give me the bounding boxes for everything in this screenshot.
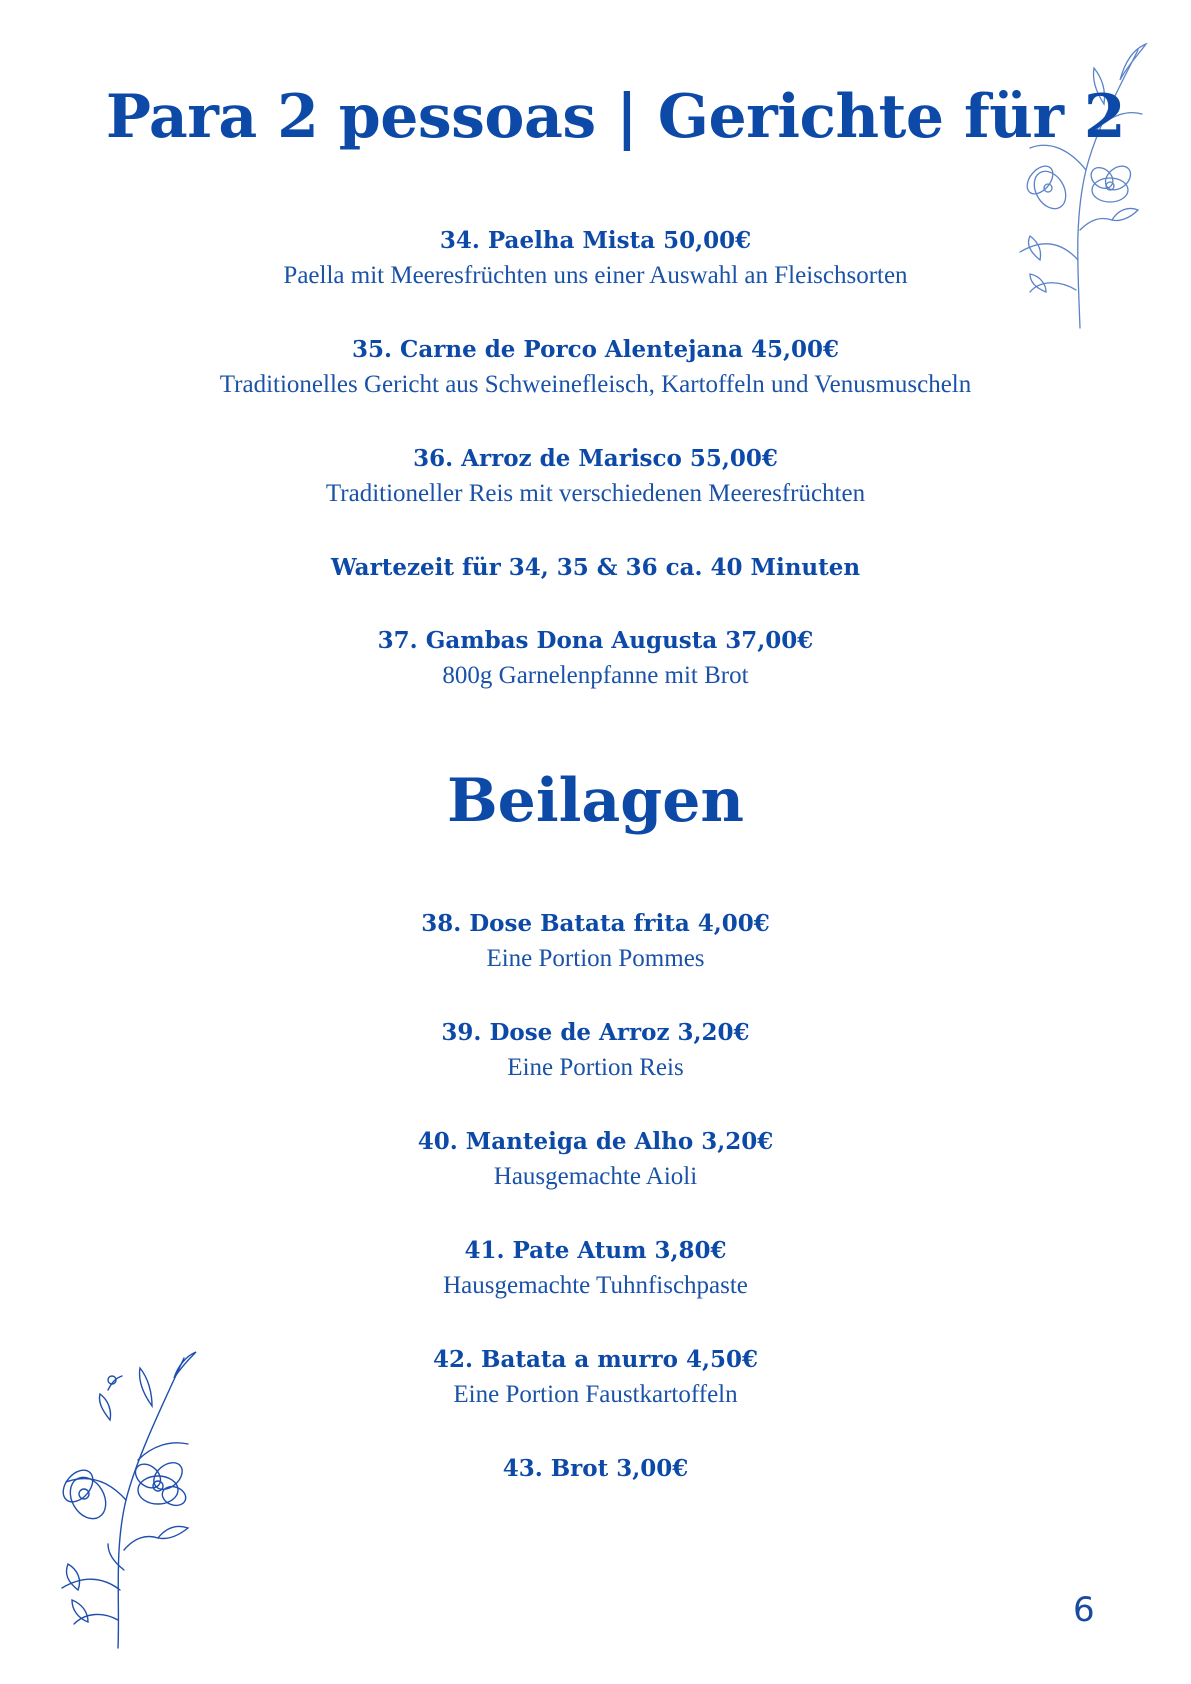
menu-item-34	[0, 224, 1191, 294]
side-item-39	[0, 1016, 1191, 1086]
menu-item-name: 43. Brot 3,00€	[502, 1455, 689, 1482]
side-item-41	[0, 1234, 1191, 1304]
floral-branch-icon-bottom-left	[48, 1350, 198, 1650]
side-item-40	[0, 1125, 1191, 1195]
menu-item-name: 38. Dose Batata frita 4,00€	[421, 910, 770, 937]
menu-item-name: 37. Gambas Dona Augusta 37,00€	[377, 627, 814, 654]
menu-item-name: 36. Arroz de Marisco 55,00€	[413, 445, 778, 472]
menu-item-description: Traditioneller Reis mit verschiedenen Meeresfrüchten	[325, 480, 866, 507]
menu-item-description: Eine Portion Faustkartoffeln	[453, 1381, 738, 1408]
menu-item-description: Hausgemachte Aioli	[493, 1163, 698, 1190]
waiting-time-note: Wartezeit für 34, 35 & 36 ca. 40 Minuten	[330, 554, 861, 581]
page-title: Para 2 pessoas | Gerichte für 2	[105, 82, 1126, 152]
menu-item-36	[0, 442, 1191, 512]
menu-item-description: Eine Portion Reis	[507, 1054, 684, 1081]
menu-item-name: 34. Paelha Mista 50,00€	[439, 227, 752, 254]
menu-item-description: Eine Portion Pommes	[486, 945, 705, 972]
menu-item-description: 800g Garnelenpfanne mit Brot	[442, 662, 749, 689]
menu-item-description: Paella mit Meeresfrüchten uns einer Auswahl an Fleischsorten	[283, 262, 908, 289]
side-item-38	[0, 907, 1191, 977]
menu-item-35	[0, 333, 1191, 403]
section-title-beilagen: Beilagen	[446, 766, 745, 836]
menu-item-name: 41. Pate Atum 3,80€	[464, 1237, 727, 1264]
menu-item-name: 40. Manteiga de Alho 3,20€	[417, 1128, 774, 1155]
menu-item-37	[0, 624, 1191, 694]
menu-item-description: Traditionelles Gericht aus Schweinefleisch, Kartoffeln und Venusmuscheln	[219, 371, 972, 398]
menu-item-name: 42. Batata a murro 4,50€	[433, 1346, 758, 1373]
menu-item-name: 35. Carne de Porco Alentejana 45,00€	[352, 336, 839, 363]
menu-item-name: 39. Dose de Arroz 3,20€	[441, 1019, 750, 1046]
menu-item-description: Hausgemachte Tuhnfischpaste	[443, 1272, 748, 1299]
page-number: 6	[1073, 1590, 1095, 1630]
